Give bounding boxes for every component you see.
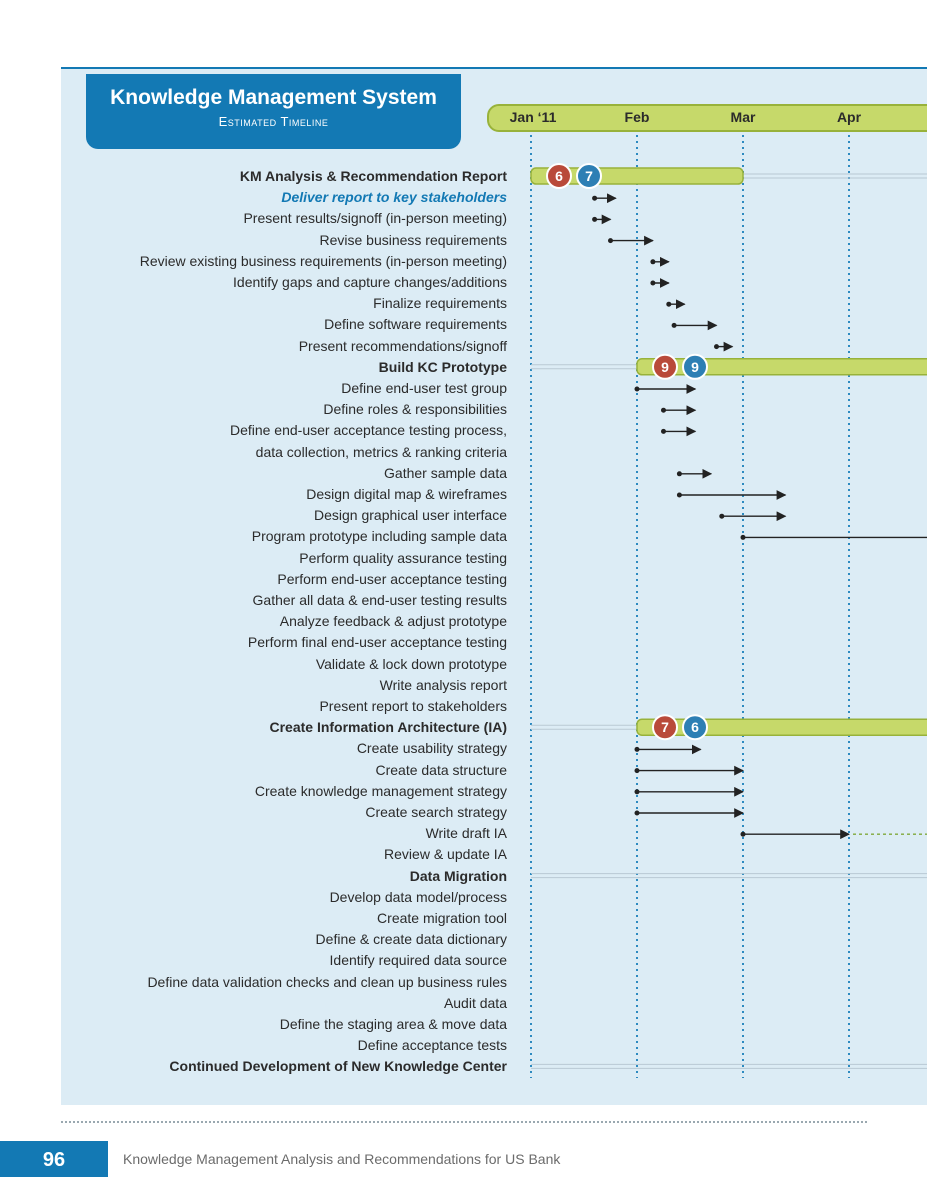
task-label: Create data structure (375, 761, 507, 778)
task-label: Continued Development of New Knowledge Center (169, 1058, 507, 1075)
task-label: Define data validation checks and clean up business rules (147, 973, 507, 990)
task-label: Identify required data source (329, 952, 507, 969)
task-label: Design graphical user interface (314, 507, 507, 524)
task-label: Perform end-user acceptance testing (277, 570, 507, 587)
task-label: Define end-user test group (341, 380, 507, 396)
task-label: Identify gaps and capture changes/additions (233, 274, 507, 290)
resource-badge-label: 6 (691, 719, 699, 736)
task-label: Finalize requirements (373, 295, 507, 312)
month-label: Mar (730, 109, 756, 125)
task-label: Write draft IA (425, 825, 507, 842)
task-label: Data Migration (409, 867, 507, 884)
page-title: Knowledge Management System (110, 86, 437, 109)
task-label: Define & create data dictionary (315, 931, 507, 948)
page-subtitle: Estimated Timeline (218, 114, 329, 129)
task-label: Validate & lock down prototype (315, 655, 507, 672)
resource-badge-label: 9 (661, 358, 669, 375)
task-label: Define roles & responsibilities (323, 401, 507, 418)
task-label: Define acceptance tests (357, 1037, 507, 1054)
resource-badge-label: 7 (585, 168, 593, 184)
task-label: Audit data (443, 994, 507, 1011)
task-label: Review existing business requirements (in-person meeting) (139, 252, 507, 269)
month-label: Jan ‘11 (509, 109, 557, 125)
task-label: Analyze feedback & adjust prototype (279, 613, 507, 630)
phase-bar (637, 359, 927, 375)
footer-text: Knowledge Management Analysis and Recommendations for US Bank (123, 1151, 561, 1167)
month-label: Feb (624, 109, 650, 125)
task-label: Deliver report to key stakeholders (281, 189, 507, 206)
task-label: Design digital map & wireframes (306, 486, 507, 502)
task-label: data collection, metrics & ranking criteria (255, 443, 507, 460)
resource-badge-label: 9 (691, 358, 699, 375)
task-label: Develop data model/process (329, 888, 507, 905)
task-label: Gather sample data (384, 464, 507, 481)
task-label: Create migration tool (377, 910, 507, 926)
phase-bar (637, 719, 927, 735)
task-label: Review & update IA (384, 846, 507, 863)
resource-badge-label: 7 (661, 719, 669, 736)
month-label: Apr (836, 109, 862, 125)
task-label: Define software requirements (324, 316, 507, 333)
task-label: Create usability strategy (356, 740, 507, 757)
page-number: 96 (0, 1141, 108, 1177)
task-label: KM Analysis & Recommendation Report (239, 168, 507, 184)
task-label: Present recommendations/signoff (298, 337, 507, 354)
task-label: Gather all data & end-user testing results (252, 592, 507, 608)
task-label: Program prototype including sample data (251, 528, 507, 545)
task-label: Write analysis report (379, 676, 507, 693)
task-label: Present report to stakeholders (319, 698, 507, 714)
task-label: Create search strategy (365, 804, 507, 820)
task-label: Create Information Architecture (IA) (269, 719, 507, 736)
task-label: Define end-user acceptance testing process, (229, 422, 507, 439)
task-label: Perform final end-user acceptance testing (247, 634, 507, 651)
task-label: Define the staging area & move data (279, 1016, 507, 1032)
footer-divider (61, 1121, 867, 1123)
task-label: Perform quality assurance testing (299, 549, 507, 566)
resource-badge-label: 6 (555, 168, 563, 184)
task-label: Revise business requirements (319, 231, 507, 248)
task-label: Build KC Prototype (378, 358, 507, 375)
task-label: Present results/signoff (in-person meeting) (243, 210, 507, 227)
task-label: Create knowledge management strategy (254, 782, 507, 799)
